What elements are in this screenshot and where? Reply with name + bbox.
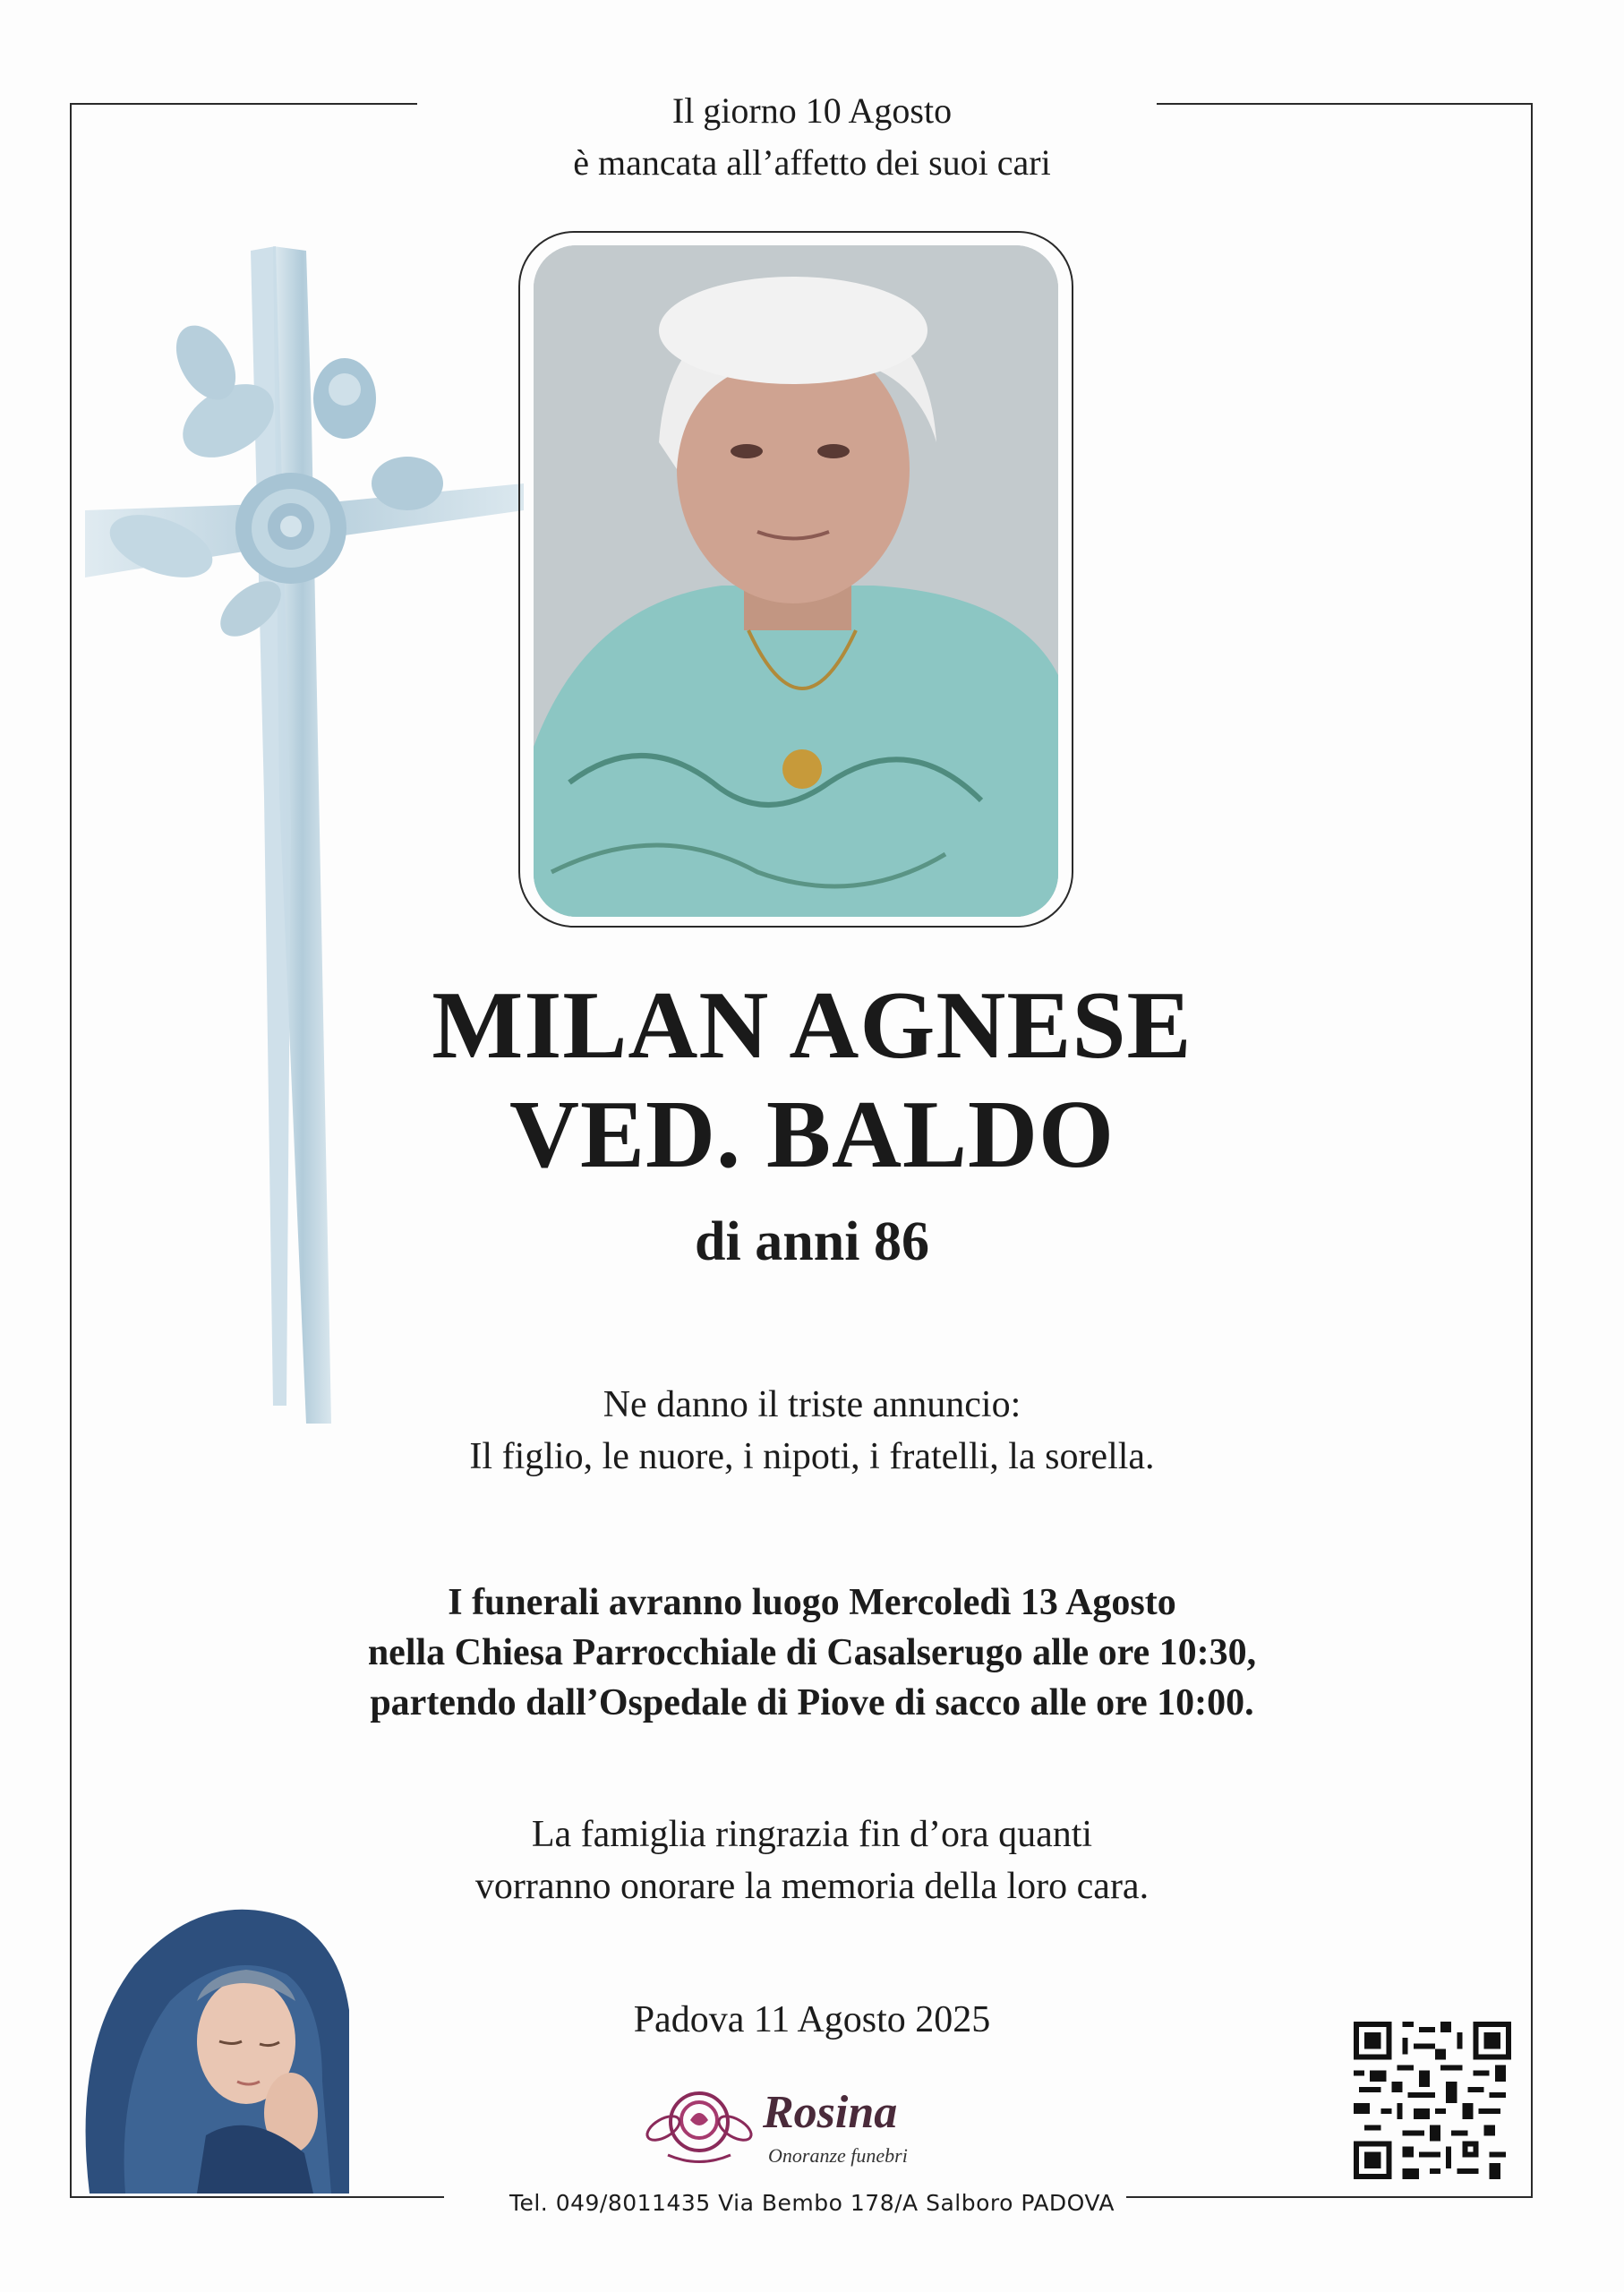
portrait-photo: [534, 245, 1058, 917]
name-line-2: VED. BALDO: [509, 1082, 1115, 1188]
place-date: Padova 11 Agosto 2025: [633, 1999, 991, 2040]
intro-line-1: Il giorno 10 Agosto: [671, 90, 953, 131]
portrait-illustration: [534, 245, 1058, 917]
footer-contact: Tel. 049/8011435 Via Bembo 178/A Salboro PADOVA: [509, 2190, 1115, 2216]
funeral-home-name: Rosina: [763, 2087, 898, 2138]
funeral-info: [0, 1578, 1624, 1728]
funeral-line-2: nella Chiesa Parrocchiale di Casalserugo alle ore 10:30,: [367, 1632, 1257, 1673]
announcement-text: [0, 1379, 1624, 1483]
intro-line-2: è mancata all’affetto dei suoi cari: [573, 142, 1051, 183]
thanks-line-2: vorranno onorare la memoria della loro cara.: [474, 1866, 1150, 1907]
madonna-image: [72, 1867, 349, 2194]
rose-icon: [641, 2079, 757, 2168]
announcement-line-1: Ne danno il triste annuncio:: [603, 1384, 1021, 1425]
deceased-name: [0, 971, 1624, 1190]
deceased-age: di anni 86: [695, 1211, 929, 1272]
name-line-1: MILAN AGNESE: [432, 972, 1192, 1079]
funeral-line-3: partendo dall’Ospedale di Piove di sacco alle ore 10:00.: [370, 1682, 1254, 1723]
qr-code-icon[interactable]: [1354, 2022, 1511, 2179]
intro-text: [0, 85, 1624, 189]
funeral-line-1: I funerali avranno luogo Mercoledì 13 Agosto: [448, 1582, 1176, 1623]
funeral-home-subtitle: Onoranze funebri: [768, 2144, 908, 2167]
thanks-line-1: La famiglia ringrazia fin d’ora quanti: [531, 1814, 1093, 1855]
announcement-line-2: Il figlio, le nuore, i nipoti, i fratelli, la sorella.: [469, 1436, 1155, 1477]
